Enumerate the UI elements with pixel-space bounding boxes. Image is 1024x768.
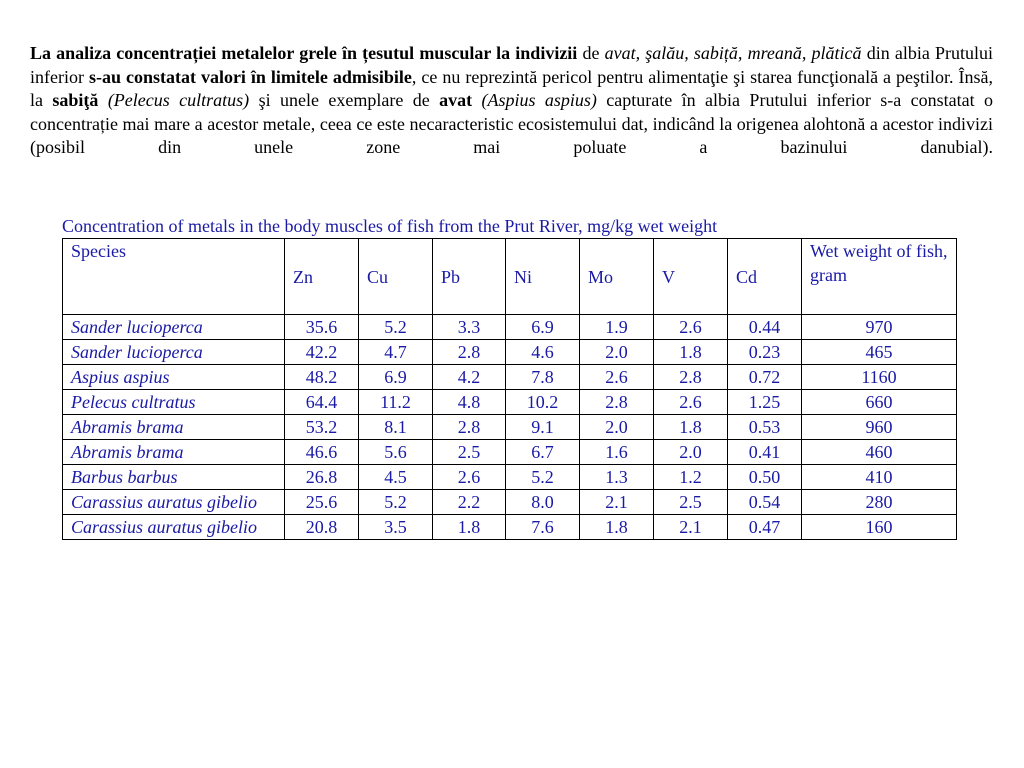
header-cu: Cu [359, 239, 433, 315]
cell-cu: 3.5 [359, 515, 433, 540]
cell-pb: 3.3 [433, 315, 506, 340]
cell-cd: 0.50 [728, 465, 802, 490]
cell-cu: 11.2 [359, 390, 433, 415]
header-v: V [654, 239, 728, 315]
cell-pb: 2.6 [433, 465, 506, 490]
cell-cu: 8.1 [359, 415, 433, 440]
text-segment [472, 90, 481, 110]
cell-zn: 20.8 [285, 515, 359, 540]
header-cd: Cd [728, 239, 802, 315]
metals-table [62, 238, 957, 540]
cell-cd: 0.54 [728, 490, 802, 515]
cell-v: 2.5 [654, 490, 728, 515]
cell-mo: 1.9 [580, 315, 654, 340]
cell-zn: 48.2 [285, 365, 359, 390]
header-pb: Pb [433, 239, 506, 315]
cell-v: 1.2 [654, 465, 728, 490]
cell-weight: 160 [802, 515, 957, 540]
cell-zn: 25.6 [285, 490, 359, 515]
cell-species: Sander lucioperca [63, 315, 285, 340]
cell-zn: 26.8 [285, 465, 359, 490]
cell-weight: 970 [802, 315, 957, 340]
cell-ni: 4.6 [506, 340, 580, 365]
cell-species: Pelecus cultratus [63, 390, 285, 415]
table-caption: Concentration of metals in the body muscles of fish from the Prut River, mg/kg wet weight [62, 216, 718, 236]
cell-ni: 6.7 [506, 440, 580, 465]
header-weight: Wet weight of fish, gram [802, 239, 957, 315]
text-segment: de [577, 43, 605, 63]
cell-mo: 2.1 [580, 490, 654, 515]
cell-weight: 280 [802, 490, 957, 515]
cell-mo: 2.6 [580, 365, 654, 390]
cell-pb: 2.8 [433, 340, 506, 365]
table-row [63, 390, 957, 415]
cell-v: 1.8 [654, 415, 728, 440]
cell-v: 2.6 [654, 390, 728, 415]
cell-species: Abramis brama [63, 415, 285, 440]
cell-zn: 53.2 [285, 415, 359, 440]
cell-cu: 5.2 [359, 315, 433, 340]
cell-v: 2.6 [654, 315, 728, 340]
cell-cd: 0.47 [728, 515, 802, 540]
cell-species: Sander lucioperca [63, 340, 285, 365]
cell-ni: 6.9 [506, 315, 580, 340]
cell-cu: 5.6 [359, 440, 433, 465]
cell-weight: 410 [802, 465, 957, 490]
text-segment: din albia Prutului inferior [30, 43, 993, 87]
cell-pb: 2.2 [433, 490, 506, 515]
text-segment: şi unele exemplare de [249, 90, 440, 110]
cell-pb: 2.8 [433, 415, 506, 440]
cell-pb: 2.5 [433, 440, 506, 465]
cell-pb: 4.8 [433, 390, 506, 415]
cell-weight: 460 [802, 440, 957, 465]
header-row [63, 239, 957, 315]
avat-bold: avat [439, 90, 473, 110]
table-row [63, 365, 957, 390]
cell-mo: 2.0 [580, 340, 654, 365]
cell-species: Carassius auratus gibelio [63, 515, 285, 540]
table-row [63, 315, 957, 340]
sabita-bold: sabiţă [52, 90, 99, 110]
cell-v: 2.1 [654, 515, 728, 540]
header-mo: Mo [580, 239, 654, 315]
cell-cd: 1.25 [728, 390, 802, 415]
cell-cu: 6.9 [359, 365, 433, 390]
table-row [63, 415, 957, 440]
cell-species: Aspius aspius [63, 365, 285, 390]
latin-aspius: (Aspius aspius) [481, 90, 597, 110]
header-species: Species [63, 239, 285, 315]
table-row [63, 490, 957, 515]
cell-v: 1.8 [654, 340, 728, 365]
cell-ni: 8.0 [506, 490, 580, 515]
text-segment [98, 90, 107, 110]
cell-cd: 0.53 [728, 415, 802, 440]
table-row [63, 440, 957, 465]
cell-mo: 1.6 [580, 440, 654, 465]
cell-cd: 0.44 [728, 315, 802, 340]
cell-zn: 42.2 [285, 340, 359, 365]
cell-ni: 7.8 [506, 365, 580, 390]
cell-pb: 1.8 [433, 515, 506, 540]
cell-species: Carassius auratus gibelio [63, 490, 285, 515]
cell-species: Abramis brama [63, 440, 285, 465]
text-segment: , ce nu reprezintă pericol pentru alimentaţie şi starea funcţională a peştilor. Însă, la [30, 66, 993, 110]
cell-ni: 5.2 [506, 465, 580, 490]
header-zn: Zn [285, 239, 359, 315]
cell-cu: 4.5 [359, 465, 433, 490]
cell-zn: 46.6 [285, 440, 359, 465]
cell-mo: 1.3 [580, 465, 654, 490]
cell-species: Barbus barbus [63, 465, 285, 490]
intro-paragraph [30, 42, 993, 160]
cell-v: 2.8 [654, 365, 728, 390]
table-row [63, 465, 957, 490]
cell-mo: 2.0 [580, 415, 654, 440]
cell-v: 2.0 [654, 440, 728, 465]
cell-zn: 64.4 [285, 390, 359, 415]
species-list: avat, şalău, sabiță, mreană, plătică [604, 43, 862, 63]
latin-pelecus: (Pelecus cultratus) [107, 90, 250, 110]
table-row [63, 340, 957, 365]
cell-weight: 960 [802, 415, 957, 440]
cell-mo: 1.8 [580, 515, 654, 540]
result-bold: s-au constatat valori în limitele admisibile [88, 66, 412, 87]
cell-weight: 660 [802, 390, 957, 415]
cell-weight: 465 [802, 340, 957, 365]
cell-cu: 4.7 [359, 340, 433, 365]
cell-weight: 1160 [802, 365, 957, 390]
lead-bold: La analiza concentrației metalelor grele în țesutul muscular la indivizii [30, 43, 578, 63]
text-segment: capturate în albia Prutului inferior s-a constatat o concentrație mai mare a acestor metale, ceea ce este necaracteristic ecosistemului dat, indicând la origenea alohtonă a acestor indivizi (posibil din unele zone mai poluate a bazinului danubial). [30, 90, 993, 157]
cell-mo: 2.8 [580, 390, 654, 415]
cell-zn: 35.6 [285, 315, 359, 340]
cell-cd: 0.72 [728, 365, 802, 390]
table-row [63, 515, 957, 540]
cell-ni: 7.6 [506, 515, 580, 540]
cell-pb: 4.2 [433, 365, 506, 390]
cell-cd: 0.41 [728, 440, 802, 465]
cell-cd: 0.23 [728, 340, 802, 365]
cell-ni: 9.1 [506, 415, 580, 440]
cell-ni: 10.2 [506, 390, 580, 415]
header-ni: Ni [506, 239, 580, 315]
cell-cu: 5.2 [359, 490, 433, 515]
